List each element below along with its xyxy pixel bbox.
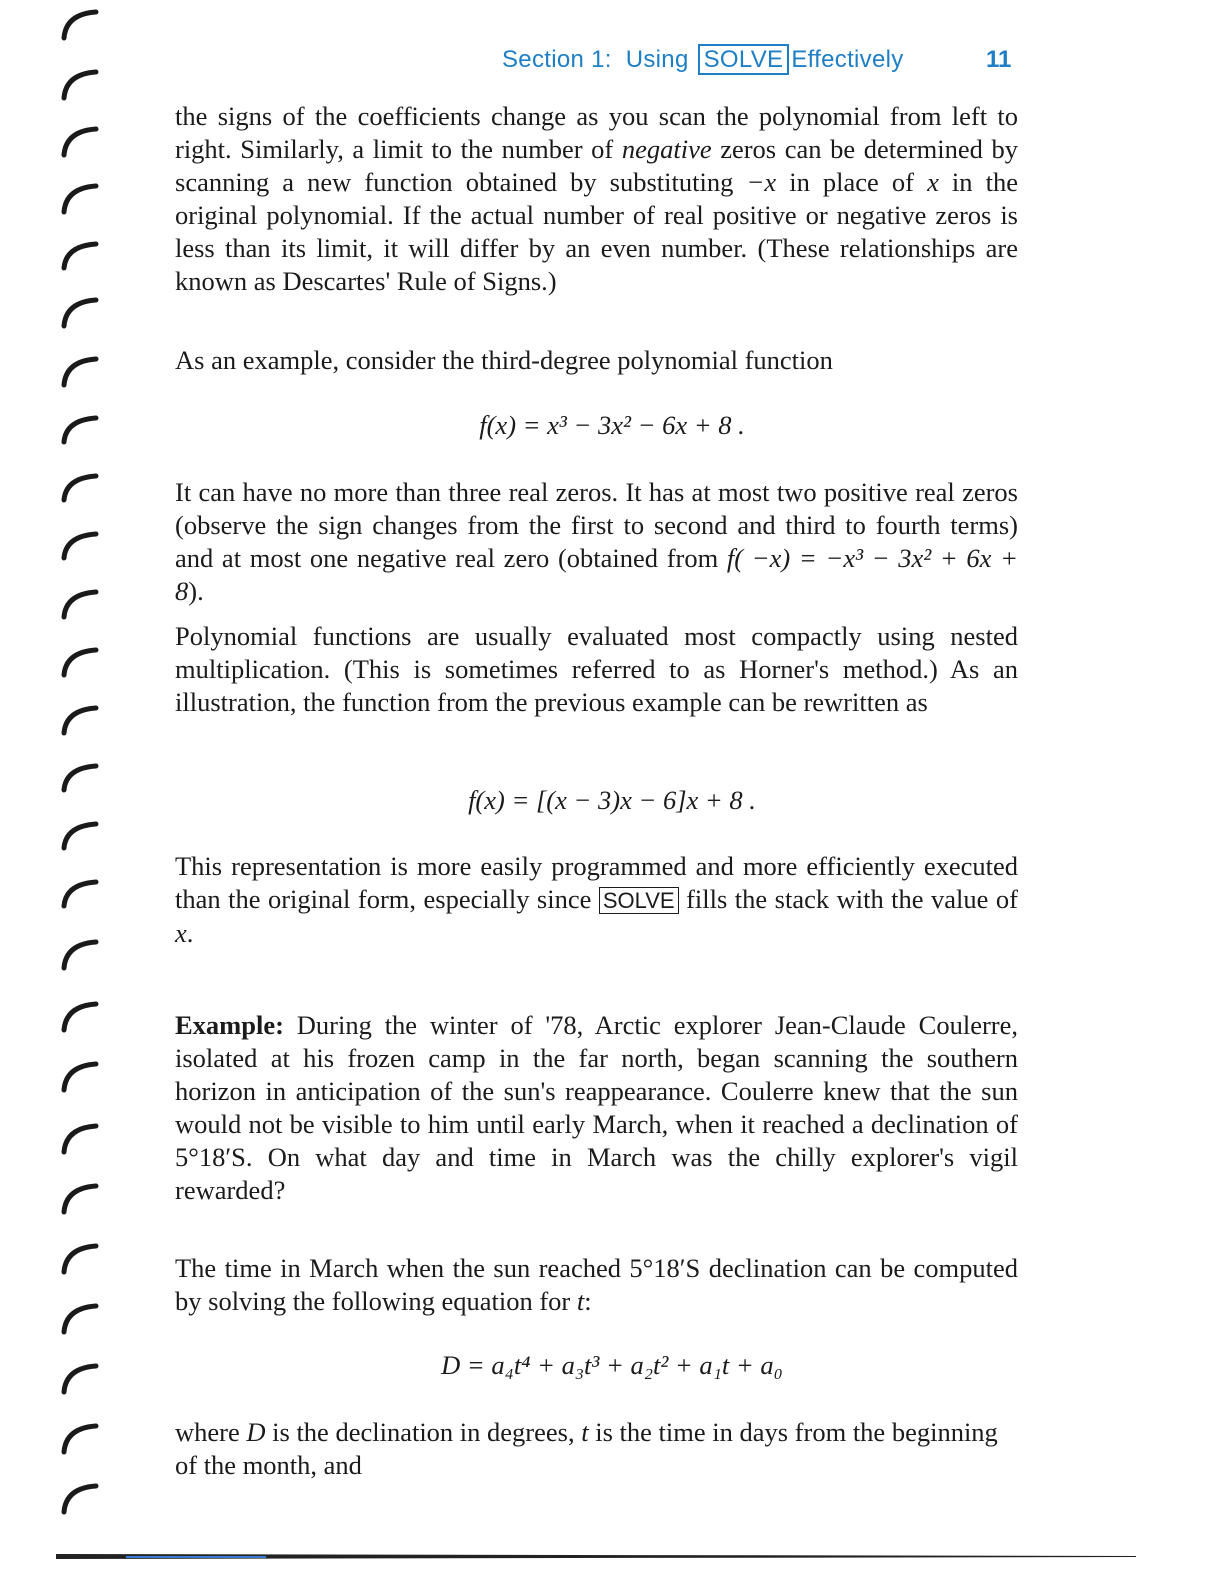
paragraph-declination — [175, 1252, 1018, 1318]
running-header — [502, 46, 904, 74]
example-label: Example: — [175, 1010, 284, 1040]
p7-text-b: : — [584, 1286, 592, 1316]
paragraph-example-arctic — [175, 1009, 1018, 1207]
p7-text-a: The time in March when the sun reached 5°18′S declination can be computed by solving the following equation for — [175, 1253, 1018, 1316]
solve-key-label: SOLVE — [698, 44, 790, 75]
p3-expression: f( −x) = −x³ − 3x² + 6x + 8 — [175, 543, 1019, 606]
paragraph-descartes — [175, 100, 1018, 298]
p8-text-b: is the declination in degrees, — [265, 1417, 582, 1447]
p1-x: x — [927, 167, 939, 197]
p5-text-c: . — [186, 918, 194, 948]
paragraph-example-intro: As an example, consider the third-degree polynomial function — [175, 345, 833, 375]
paragraph-representation — [175, 850, 1018, 950]
equation-horner — [0, 785, 1224, 816]
p1-text-d: in the original polynomial. If the actual number of real positive or negative zeros is less than its limit, it will differ by an even number. (These relationships are known as Descartes' Rule of Signs.) — [175, 167, 1018, 296]
paragraph-horner: Polynomial functions are usually evaluated most compactly using nested multiplication. (This is sometimes referred to as Horner's method.) As an illustration, the function from the previous example can be rewritten as — [175, 621, 1018, 717]
p3-text-a: It can have no more than three real zeros. It has at most two positive real zeros (observe the sign changes from the first to second and third to fourth terms) and at most one negative real zero (obtained from — [175, 477, 1018, 573]
equation-cubic-text: f(x) = x³ − 3x² − 6x + 8 . — [479, 410, 745, 440]
p8-text-c: is the time in days from the beginning of the month, and — [175, 1417, 998, 1480]
equation-declination-text: D = a₄t⁴ + a₃t³ + a₂t² + a₁t + a₀ — [441, 1350, 783, 1380]
example-text: During the winter of '78, Arctic explorer Jean-Claude Coulerre, isolated at his frozen camp in the far north, began scanning the southern horizon in anticipation of the sun's reappearance. Coulerre knew that the sun would not be visible to him until early March, when it reached a declination of 5°18′S. On what day and time in March was the chilly explorer's vigil rewarded? — [175, 1010, 1018, 1205]
p1-text-b: zeros can be determined by scanning a new function obtained by substituting — [175, 134, 1018, 197]
p8-D: D — [246, 1417, 266, 1447]
equation-horner-text: f(x) = [(x − 3)x − 6]x + 8 . — [468, 785, 756, 815]
p3-text-b: ). — [188, 576, 204, 606]
p1-text-c: in place of — [776, 167, 928, 197]
p1-neg-x: −x — [746, 167, 777, 197]
solve-key-inline: SOLVE — [599, 887, 679, 914]
page-number: 11 — [986, 46, 1012, 73]
equation-cubic — [0, 410, 1224, 441]
paragraph-zeros — [175, 476, 1018, 608]
p5-text-b: fills the stack with the value of — [678, 884, 1018, 914]
header-title-post: Effectively — [791, 46, 904, 73]
section-label: Section 1: — [502, 46, 612, 73]
page-bottom-accent — [126, 1556, 266, 1558]
p5-text-a: This representation is more easily programmed and more efficiently executed than the original form, especially since — [175, 851, 1018, 914]
p1-emphasis: negative — [621, 134, 712, 164]
p8-t: t — [581, 1417, 589, 1447]
equation-declination — [0, 1350, 1224, 1381]
p5-x: x — [175, 918, 187, 948]
p1-text-a: the signs of the coefficients change as you scan the polynomial from left to right. Similarly, a limit to the number of — [175, 101, 1018, 164]
paragraph-where — [175, 1416, 1018, 1482]
p8-text-a: where — [175, 1417, 247, 1447]
p7-t: t — [576, 1286, 585, 1316]
header-title-pre: Using — [625, 46, 689, 73]
